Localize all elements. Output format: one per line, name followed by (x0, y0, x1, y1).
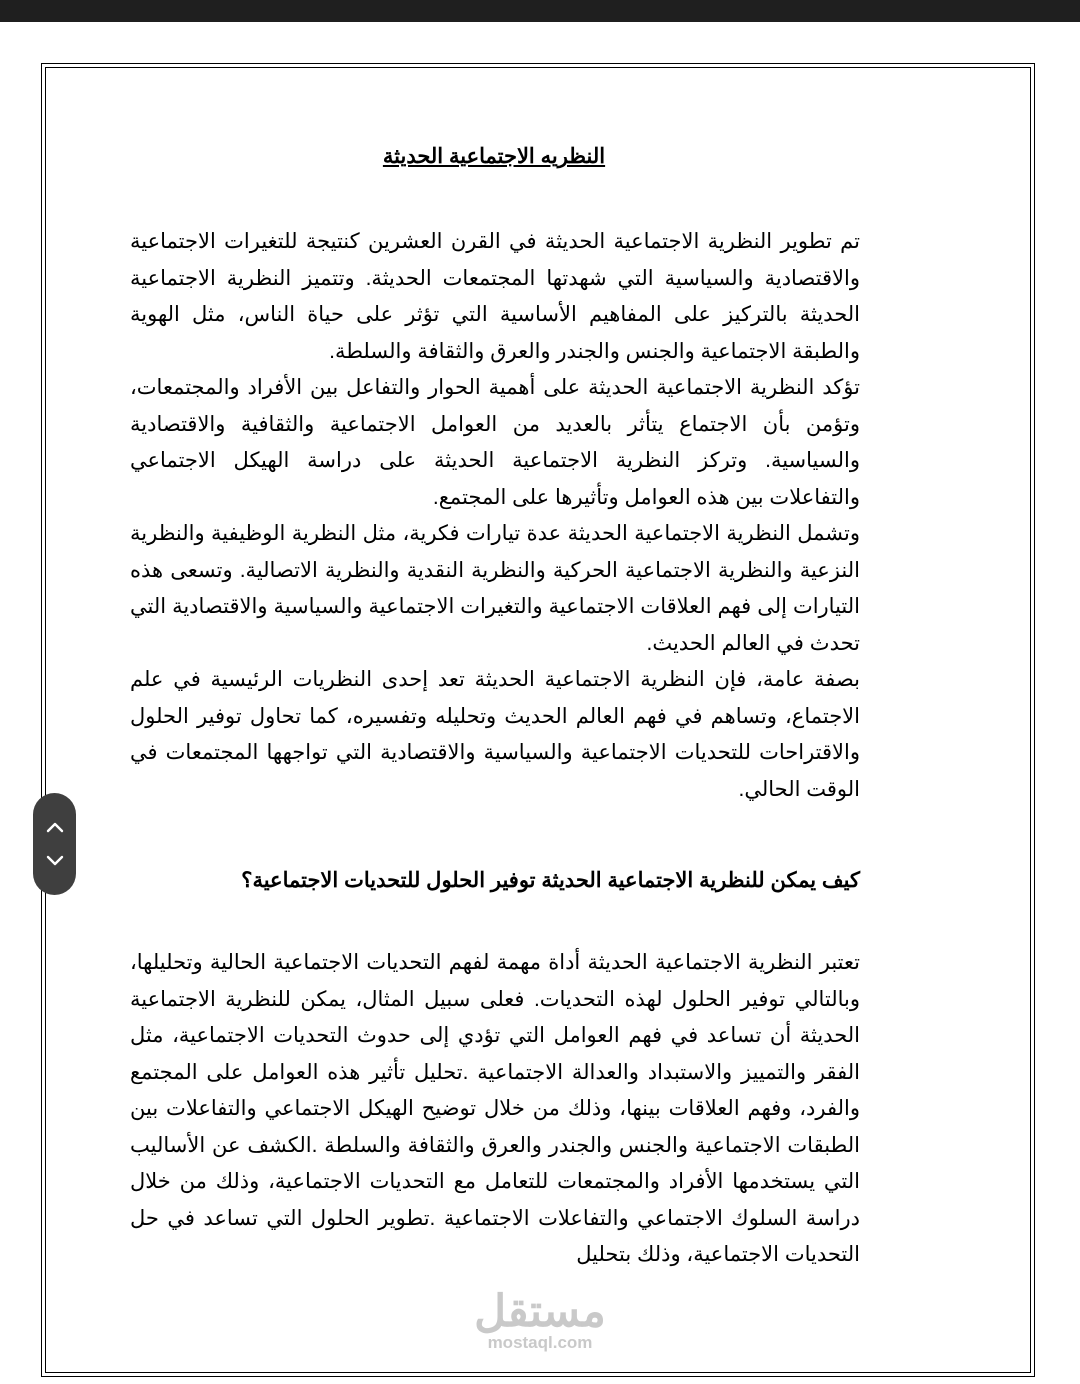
section-1-body (130, 224, 860, 808)
paragraph-1: تم تطوير النظرية الاجتماعية الحديثة في القرن العشرين كنتيجة للتغيرات الاجتماعية والاقتصادية والسياسية التي شهدتها المجتمعات الحديثة. وتتميز النظرية الاجتماعية الحديثة بالتركيز على المفاهيم الأساسية التي تؤثر على حياة الناس، مثل الهوية والطبقة الاجتماعية والجنس والجندر والعرق والثقافة والسلطة. (130, 230, 860, 363)
paragraph-3: وتشمل النظرية الاجتماعية الحديثة عدة تيارات فكرية، مثل النظرية الوظيفية والنظرية النزعية والنظرية الاجتماعية الحركية والنظرية النقدية والنظرية الاتصالية. وتسعى هذه التيارات إلى فهم العلاقات الاجتماعية والتغيرات الاجتماعية والسياسية والاقتصادية التي تحدث في العالم الحديث. (130, 522, 860, 655)
mostaql-watermark (460, 1287, 620, 1352)
paragraph-2: تؤكد النظرية الاجتماعية الحديثة على أهمية الحوار والتفاعل بين الأفراد والمجتمعات، وتؤمن بأن الاجتماع يتأثر بالعديد من العوامل الاجتماعية والثقافية والاقتصادية والسياسية. وتركز النظرية الاجتماعية الحديثة على دراسة الهيكل الاجتماعي والتفاعلات بين هذه العوامل وتأثيرها على المجتمع. (130, 376, 860, 509)
document-title: النظريه الاجتماعية الحديثة (382, 145, 606, 168)
section-2-body (130, 945, 860, 1274)
chevron-down-icon (45, 854, 65, 868)
section-2-heading: كيف يمكن للنظرية الاجتماعية الحديثة توفير الحلول للتحديات الاجتماعية؟ (241, 869, 860, 892)
watermark-arabic: مستقل (474, 1287, 606, 1336)
watermark-latin: mostaql.com (487, 1333, 593, 1352)
paragraph-4: بصفة عامة، فإن النظرية الاجتماعية الحديثة تعد إحدى النظريات الرئيسية في علم الاجتماع، وتساهم في فهم العالم الحديث وتحليله وتفسيره، كما تحاول توفير الحلول والاقتراحات للتحديات الاجتماعية والسياسية والاقتصادية التي تواجهها المجتمعات في الوقت الحالي. (130, 668, 860, 801)
page-scroll-control (33, 793, 76, 895)
paragraph-5: تعتبر النظرية الاجتماعية الحديثة أداة مهمة لفهم التحديات الاجتماعية الحالية وتحليلها، وبالتالي توفير الحلول لهذه التحديات. فعلى سبيل المثال، يمكن للنظرية الاجتماعية الحديثة أن تساعد في فهم العوامل التي تؤدي إلى حدوث التحديات الاجتماعية، مثل الفقر والتمييز والاستبداد والعدالة الاجتماعية .تحليل تأثير هذه العوامل على المجتمع والفرد، وفهم العلاقات بينها، وذلك من خلال توضيح الهيكل الاجتماعي والتفاعلات بين الطبقات الاجتماعية والجنس والجندر والعرق والثقافة والسلطة .الكشف عن الأساليب التي يستخدمها الأفراد والمجتمعات للتعامل مع التحديات الاجتماعية، وذلك من خلال دراسة السلوك الاجتماعي والتفاعلات الاجتماعية .تطوير الحلول التي تساعد في حل التحديات الاجتماعية، وذلك بتحليل (130, 951, 860, 1266)
scroll-down-button[interactable] (33, 839, 76, 883)
chevron-up-icon (45, 820, 65, 834)
top-bar (0, 0, 1080, 22)
